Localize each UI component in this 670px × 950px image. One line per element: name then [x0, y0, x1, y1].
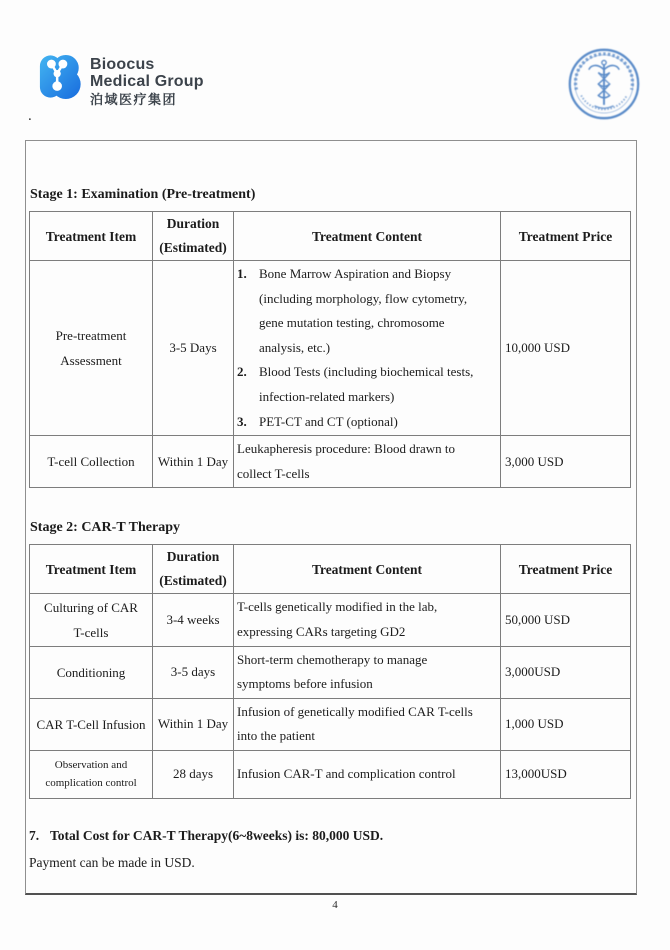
table-row [30, 436, 631, 488]
treatment-price-cell: 3,000USD [501, 646, 631, 698]
treatment-item-cell: Conditioning [30, 646, 153, 698]
col-header-duration: Duration (Estimated) [153, 545, 234, 594]
total-cost-number: 7. [29, 827, 40, 843]
treatment-item-cell: Culturing of CAR T-cells [30, 594, 153, 646]
stage1-header-row [30, 212, 631, 261]
brand-text [90, 56, 204, 107]
col-header-duration: Duration (Estimated) [153, 212, 234, 261]
duration-cell: 3-4 weeks [153, 594, 234, 646]
duration-cell: Within 1 Day [153, 436, 234, 488]
treatment-content-cell: 1. Bone Marrow Aspiration and Biopsy (including morphology, flow cytometry, gene mutation testing, chromosome analysis, etc.) 2. Blood Tests (including biochemical tests, infection-related markers) 3. PET-CT and CT (optional) [234, 261, 501, 436]
col-header-treatment-price: Treatment Price [501, 545, 631, 594]
stage2-title: Stage 2: CAR-T Therapy [30, 520, 180, 536]
treatment-content-cell: Short-term chemotherapy to manage symptoms before infusion [234, 646, 501, 698]
treatment-item-cell: Pre-treatment Assessment [30, 261, 153, 436]
duration-cell: 28 days [153, 750, 234, 798]
stage2-header-row [30, 545, 631, 594]
brand-chinese-name: 泊域医疗集团 [90, 92, 178, 107]
stray-mark: . [28, 108, 32, 124]
treatment-price-cell: 50,000 USD [501, 594, 631, 646]
brand-subname: Medical Group [90, 73, 204, 90]
stage1-title: Stage 1: Examination (Pre-treatment) [30, 187, 256, 202]
treatment-content-cell: Infusion of genetically modified CAR T-cells into the patient [234, 698, 501, 750]
brand-name: Bioocus [90, 56, 155, 73]
treatment-price-cell: 1,000 USD [501, 698, 631, 750]
treatment-price-cell: 3,000 USD [501, 436, 631, 488]
col-header-treatment-item: Treatment Item [30, 545, 153, 594]
col-header-treatment-item: Treatment Item [30, 212, 153, 261]
total-cost-text: Total Cost for CAR-T Therapy(6~8weeks) is: 80,000 USD. [50, 827, 384, 843]
treatment-content-cell: Infusion CAR-T and complication control [234, 750, 501, 798]
treatment-content-cell: Leukapheresis procedure: Blood drawn to collect T-cells [234, 436, 501, 488]
col-header-treatment-price: Treatment Price [501, 212, 631, 261]
duration-cell: 3-5 days [153, 646, 234, 698]
content-box [25, 140, 637, 895]
payment-note: Payment can be made in USD. [29, 854, 195, 870]
duration-cell: 3-5 Days [153, 261, 234, 436]
duration-cell: Within 1 Day [153, 698, 234, 750]
treatment-item-cell: CAR T-Cell Infusion [30, 698, 153, 750]
bioocus-logo-icon [38, 53, 84, 100]
treatment-item-cell: T-cell Collection [30, 436, 153, 488]
treatment-item-cell: Observation and complication control [30, 750, 153, 798]
table-row [30, 594, 631, 646]
stage2-table [29, 544, 631, 799]
hospital-seal-icon [566, 46, 642, 122]
table-row [30, 646, 631, 698]
col-header-treatment-content: Treatment Content [234, 545, 501, 594]
treatment-price-cell: 13,000USD [501, 750, 631, 798]
table-row [30, 750, 631, 798]
treatment-content-cell: T-cells genetically modified in the lab, expressing CARs targeting GD2 [234, 594, 501, 646]
col-header-treatment-content: Treatment Content [234, 212, 501, 261]
page-number: 4 [332, 899, 338, 911]
table-row [30, 698, 631, 750]
treatment-price-cell: 10,000 USD [501, 261, 631, 436]
table-row [30, 261, 631, 436]
stage1-table [29, 211, 631, 488]
total-cost-line [29, 824, 636, 848]
